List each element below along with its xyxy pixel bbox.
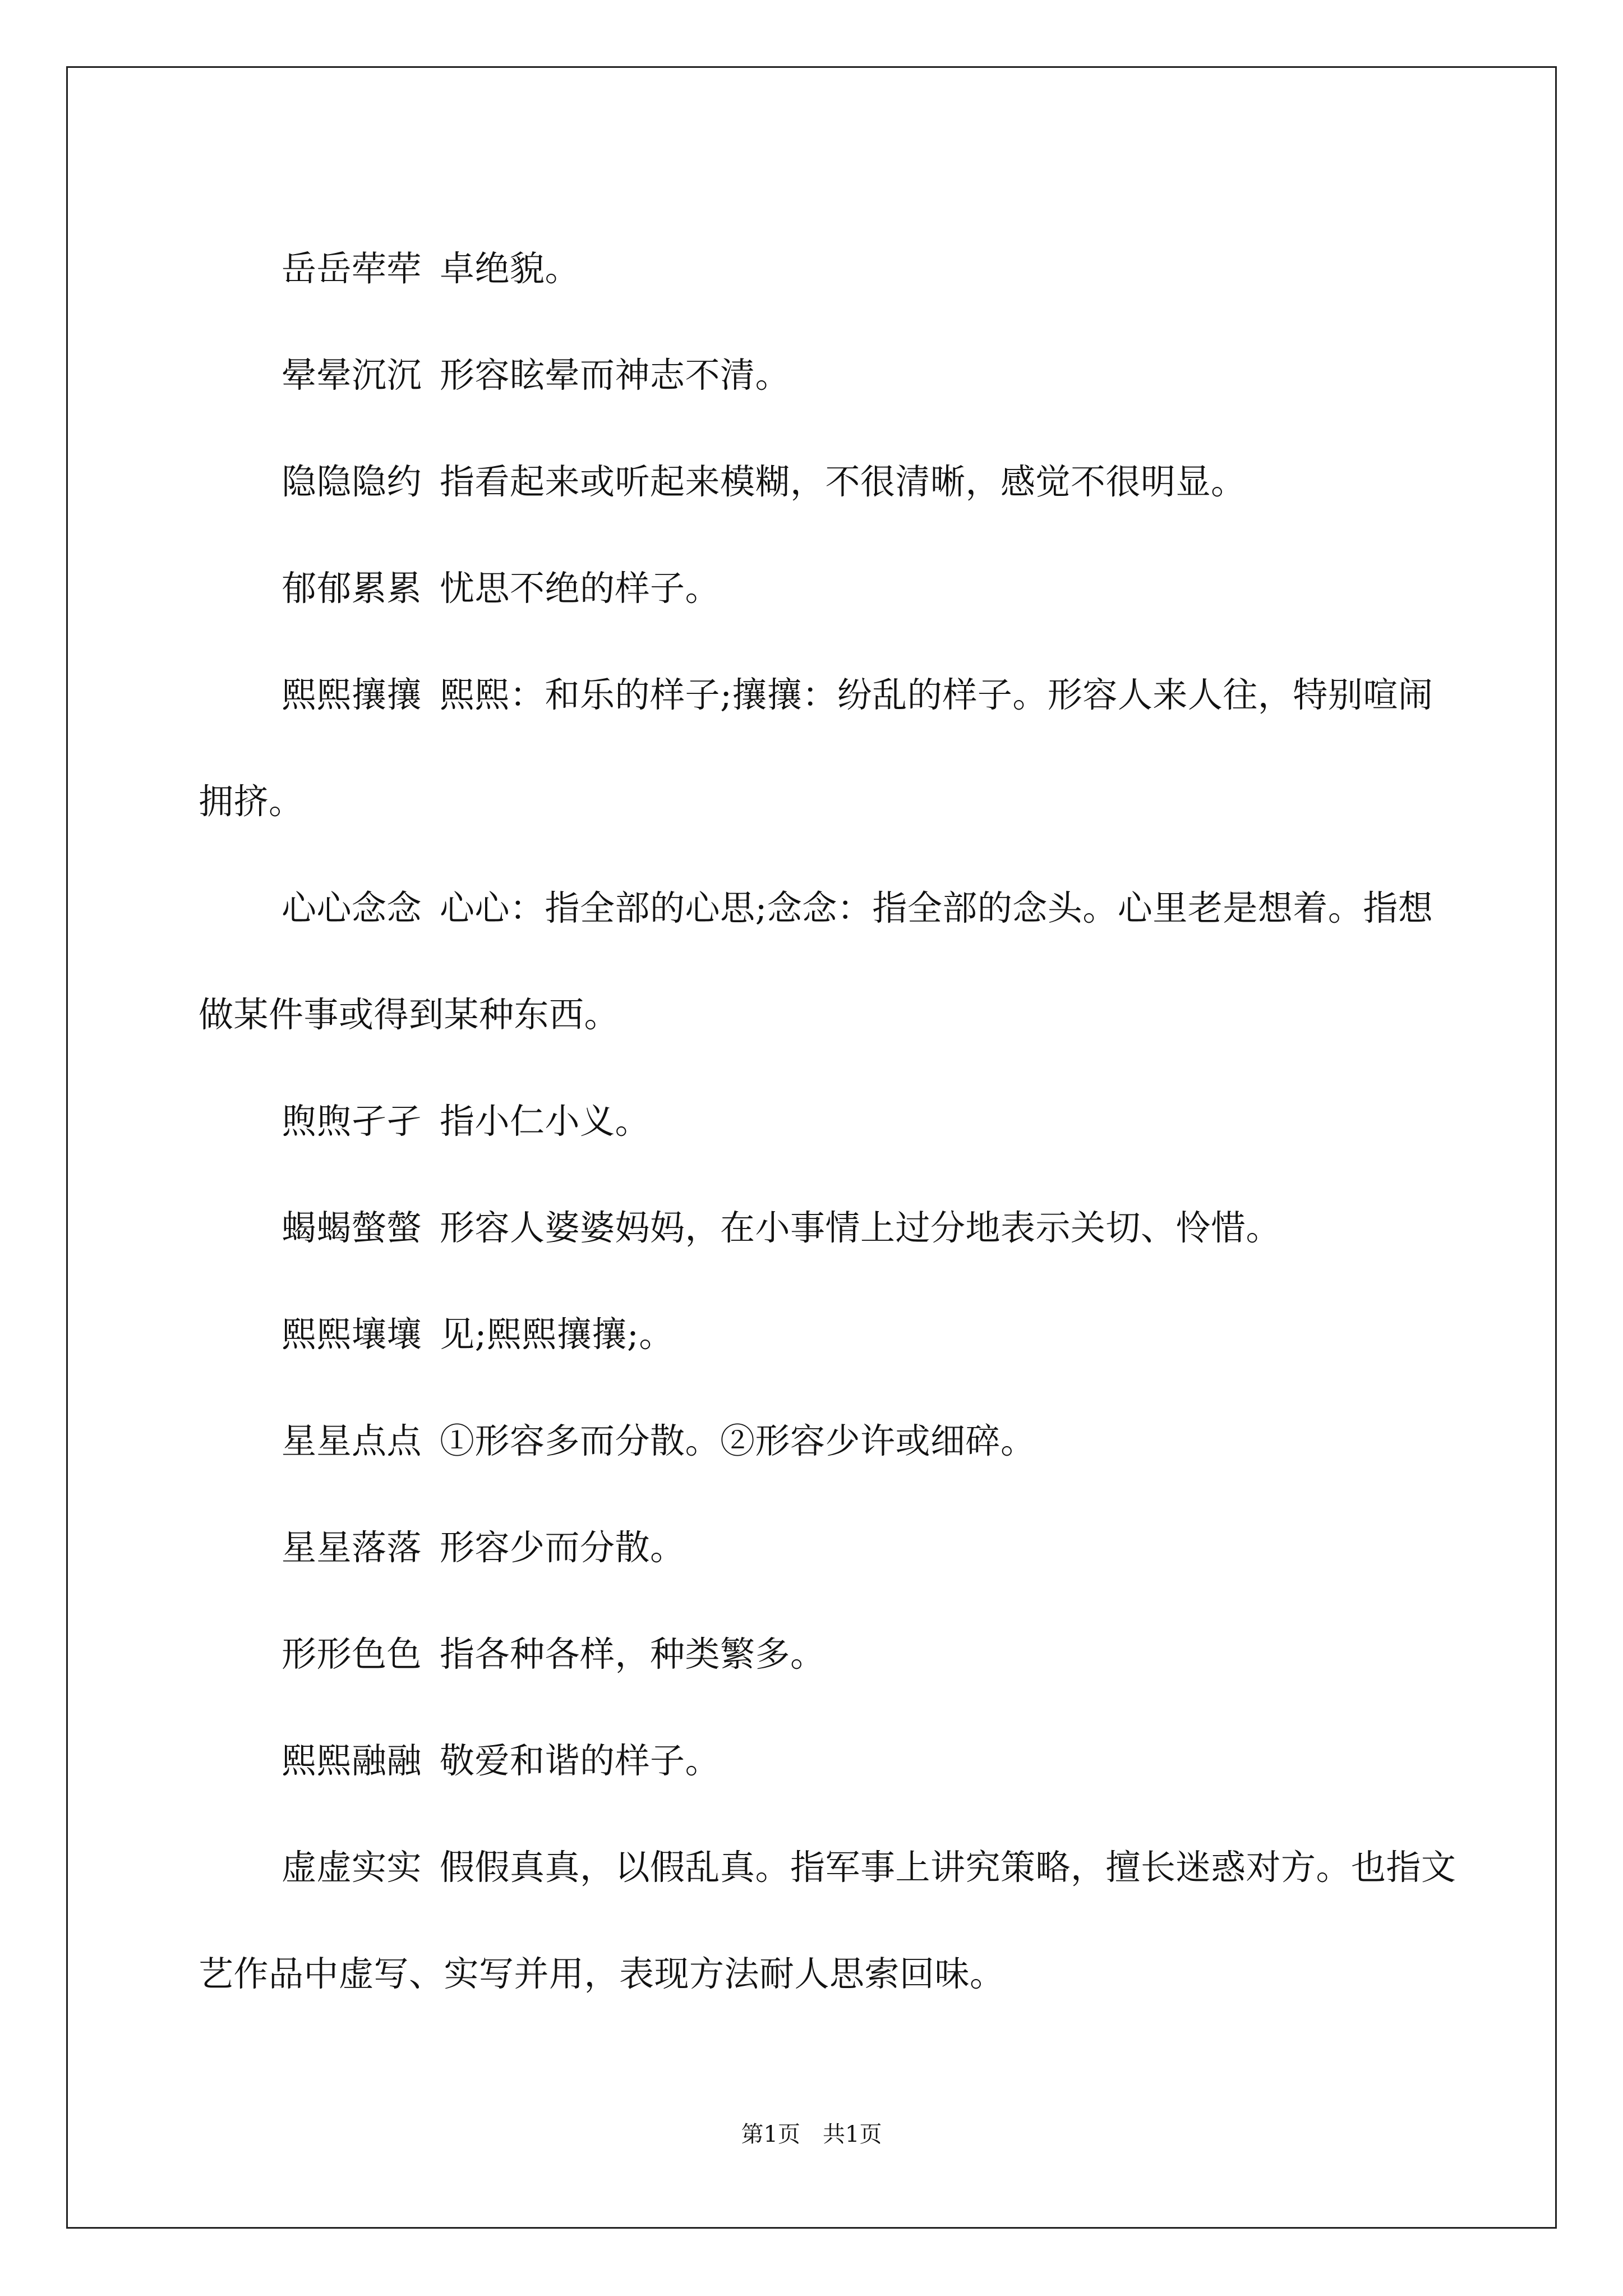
entry-definition: 形容少而分散。 <box>440 1527 685 1568</box>
entry-term: 岳岳荦荦 <box>282 248 422 289</box>
entry-definition: ①形容多而分散。②形容少许或细碎。 <box>440 1420 1036 1461</box>
entry-paragraph <box>199 1068 1464 1175</box>
entry-paragraph <box>199 1175 1464 1281</box>
entry-term: 形形色色 <box>282 1634 422 1674</box>
entry-definition: 心心：指全部的心思;念念：指全部的念头。心里老是想着。指想做某件事或得到某种东西。 <box>199 887 1433 1035</box>
entry-definition: 形容眩晕而神志不清。 <box>440 355 791 395</box>
entry-term: 星星点点 <box>282 1420 422 1461</box>
entry-definition: 假假真真，以假乱真。指军事上讲究策略，擅长迷惑对方。也指文艺作品中虚写、实写并用，表现方法耐人思索回味。 <box>199 1847 1456 1994</box>
entry-term: 熙熙融融 <box>282 1740 422 1781</box>
entry-term: 隐隐隐约 <box>282 461 422 502</box>
entry-definition: 见;熙熙攘攘;。 <box>440 1314 674 1355</box>
entry-paragraph <box>199 1814 1464 2027</box>
entry-term: 蝎蝎螫螫 <box>282 1207 422 1248</box>
entry-term: 虚虚实实 <box>282 1847 422 1888</box>
entry-paragraph <box>199 1708 1464 1814</box>
entry-definition: 指看起来或听起来模糊，不很清晰，感觉不很明显。 <box>440 461 1246 502</box>
entry-paragraph <box>199 215 1464 322</box>
page-number-footer: 第1页 共1页 <box>741 2122 882 2147</box>
document-body <box>199 215 1464 2027</box>
entry-paragraph <box>199 322 1464 429</box>
entry-paragraph <box>199 1601 1464 1708</box>
entry-term: 煦煦孑孑 <box>282 1101 422 1142</box>
entry-definition: 指各种各样，种类繁多。 <box>440 1634 826 1674</box>
entry-paragraph <box>199 1494 1464 1601</box>
entry-definition: 熙熙：和乐的样子;攘攘：纷乱的样子。形容人来人往，特别喧闹拥挤。 <box>199 674 1433 822</box>
entry-definition: 卓绝貌。 <box>440 248 580 289</box>
entry-paragraph <box>199 642 1464 855</box>
entry-term: 晕晕沉沉 <box>282 355 422 395</box>
entry-definition: 敬爱和谐的样子。 <box>440 1740 721 1781</box>
entry-paragraph <box>199 1388 1464 1494</box>
entry-term: 星星落落 <box>282 1527 422 1568</box>
entry-term: 熙熙壤壤 <box>282 1314 422 1355</box>
entry-paragraph <box>199 535 1464 642</box>
entry-paragraph <box>199 1281 1464 1388</box>
entry-definition: 指小仁小义。 <box>440 1101 651 1142</box>
entry-paragraph <box>199 429 1464 535</box>
entry-term: 郁郁累累 <box>282 568 422 609</box>
entry-definition: 忧思不绝的样子。 <box>440 568 721 609</box>
entry-term: 心心念念 <box>282 887 422 928</box>
entry-definition: 形容人婆婆妈妈，在小事情上过分地表示关切、怜惜。 <box>440 1207 1281 1248</box>
entry-term: 熙熙攘攘 <box>282 674 422 715</box>
entry-paragraph <box>199 855 1464 1068</box>
